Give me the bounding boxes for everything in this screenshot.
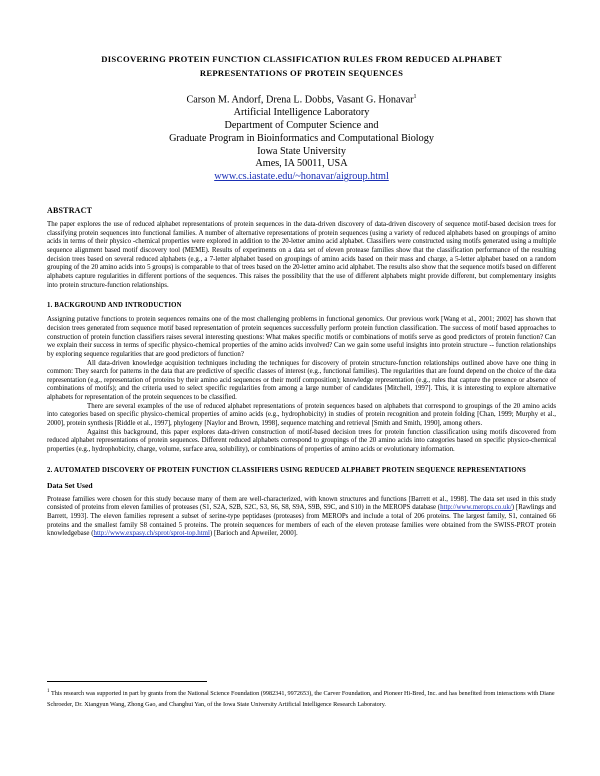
paper-title: DISCOVERING PROTEIN FUNCTION CLASSIFICATION RULES FROM REDUCED ALPHABET REPRESENTATIONS OF PROTEIN SEQUENCES (101, 54, 502, 78)
section-1-paragraph: There are several examples of the use of reduced alphabet representations of protein sequences based on alphabets that correspond to groupings of the 20 amino acids into categories based on specific physico-chemical properties of amino acids (e.g., hydrophobicity) in studies of protein recognition and protein folding [Chan, 1999; Murphy et al., 2000], protein synthesis [Riddle et al., 1997], phylogeny [Naylor and Brown, 1998], sequence matching and retrieval [Smith and Smith, 1990], among others. (47, 402, 556, 428)
affiliation-line: Artificial Intelligence Laboratory (233, 107, 370, 119)
section-1-paragraph: All data-driven knowledge acquisition techniques including the techniques for discovery of protein structure-function relationships outlined above have one thing in common: They search for patterns in the data that are predictive of specific classes of interest (e.g., functional families). The regularities that are found depend on the choice of the data representation (e.g., representation of proteins by their amino acid sequences or their motif composition); knowledge representation (e.g., rules that capture the presence or absence of combinations of motifs); and the criteria used to select specific regularities from among a large number of candidates [Mitchell, 1997]. This, it is interesting to explore alternative alphabets for representation of the protein sequences to be classified. (47, 359, 556, 402)
section-2-paragraph: Protease families were chosen for this study because many of them are well-characterized, with known structures and functions [Barrett et al., 1998]. The data set used in this study consisted of proteins from eleven families of proteases (S1, S2A, S2B, S2C, S3, S6, S8, S9A, S9B, S9C, and S10) in the MEROPS database (http://www.merops.co.uk/) [Rawlings and Barrett, 1993]. The eleven families represent a subset of serine-type peptidases (proteases) from MEROPs and include a total of 206 proteins. The largest family, S1, contained 66 proteins and the smallest family S8 contained 5 proteins. The protein sequences for members of each of the eleven protease families were obtained from the SWISS-PROT protein knowledgebase (http://www.expasy.ch/sprot/sprot-top.html) [Barioch and Apweiler, 2000]. (47, 495, 556, 538)
section-2-heading: 2. AUTOMATED DISCOVERY OF PROTEIN FUNCTION CLASSIFIERS USING REDUCED ALPHABET PROTEIN SEQUENCE REPRESENTATIONS (47, 466, 526, 474)
author-block (47, 91, 556, 184)
author-footnote-mark: 1 (413, 94, 417, 100)
subsection-heading: Data Set Used (47, 480, 93, 490)
affiliation-line: Ames, IA 50011, USA (255, 158, 348, 170)
section-1-heading: 1. BACKGROUND AND INTRODUCTION (47, 302, 182, 310)
footnote-text: This research was supported in part by grants from the National Science Foundation (9982341, 9972653), the Carver Foundation, and Pioneer Hi-Bred, Inc. and has benefited from interactions with Diane Schroeder, Dr. Xiangyun Wang, Zhong Gao, and Changhui Yan, of the Iowa State University Artificial Intelligence Research Laboratory. (47, 690, 555, 708)
affiliation-line: Department of Computer Science and (224, 119, 379, 131)
author-names: Carson M. Andorf, Drena L. Dobbs, Vasant G. Honavar$^1$ (186, 94, 417, 106)
footnote (47, 687, 556, 711)
abstract-text: The paper explores the use of reduced alphabet representations of protein sequences in the data-driven discovery of data-driven discovery of sequence motif-based decision trees for classifying protein sequences into functional families. A number of alternative representations of protein sequences (using a variety of reduced alphabets based on groupings of amino acids in terms of their physico -chemical properties were explored in addition to the 20-letter amino acid alphabet. Classifiers were constructed using motifs generated using a multiple sequence alignment based motif discovery tool (MEME). Results of experiments on a data set of eleven protease families show that the classification performance of the resulting decision trees based on several reduced alphabets (e.g., a 7-letter alphabet based on groupings of amino acids based on their mass and charge, a 5-letter alphabet based on a random grouping of the 20 amino acids into 5 groups) is comparable to that of trees based on the 20-letter amino acid alphabet. The results also show that the sequence motifs based on different alphabets capture regularities in different portions of the sequences. This raises the possibility that the use of different alphabets might provide different, but complementary insights into protein structure-function relationships. (47, 220, 556, 289)
abstract-heading: ABSTRACT (47, 205, 93, 215)
swissprot-url-link[interactable]: http://www.expasy.ch/sprot/sprot-top.html (93, 530, 210, 538)
merops-url-link[interactable]: http://www.merops.co.uk/ (440, 504, 512, 512)
footnote-mark: 1 (47, 689, 50, 694)
footnote-divider (47, 681, 207, 682)
affiliation-line: Graduate Program in Bioinformatics and Computational Biology (169, 132, 434, 144)
affiliation-line: Iowa State University (257, 145, 346, 157)
group-url-link[interactable]: www.cs.iastate.edu/~honavar/aigroup.html (214, 171, 389, 183)
section-1-paragraph: Against this background, this paper explores data-driven construction of motif-based decision trees for protein function classification using motifs discovered from reduced alphabet representations of protein sequences. Different reduced alphabets correspond to groupings of the 20 amino acids into categories based on specific physico-chemical properties (e.g., hydrophobicity, charge, volume, surface area, solubility), or combinations of properties of amino acids or evolutionary information. (47, 428, 556, 454)
section-1-paragraph: Assigning putative functions to protein sequences remains one of the most challenging problems in functional genomics. Our previous work [Wang et al., 2001; 2002] has shown that decision trees generated from sequence motif based representation of protein sequences successfully perform protein function classification. The success of motif based approaches to construction of protein function classifiers raises several interesting questions: What makes specific motifs or combinations of motifs serve as good predictors of protein function? Can we explain their success in terms of specific physico-chemical properties of the amino acids involved? Can we gain some useful insights into protein structure -- function relationships by exploring sequence regularities that are good predictors of function? (47, 316, 556, 358)
